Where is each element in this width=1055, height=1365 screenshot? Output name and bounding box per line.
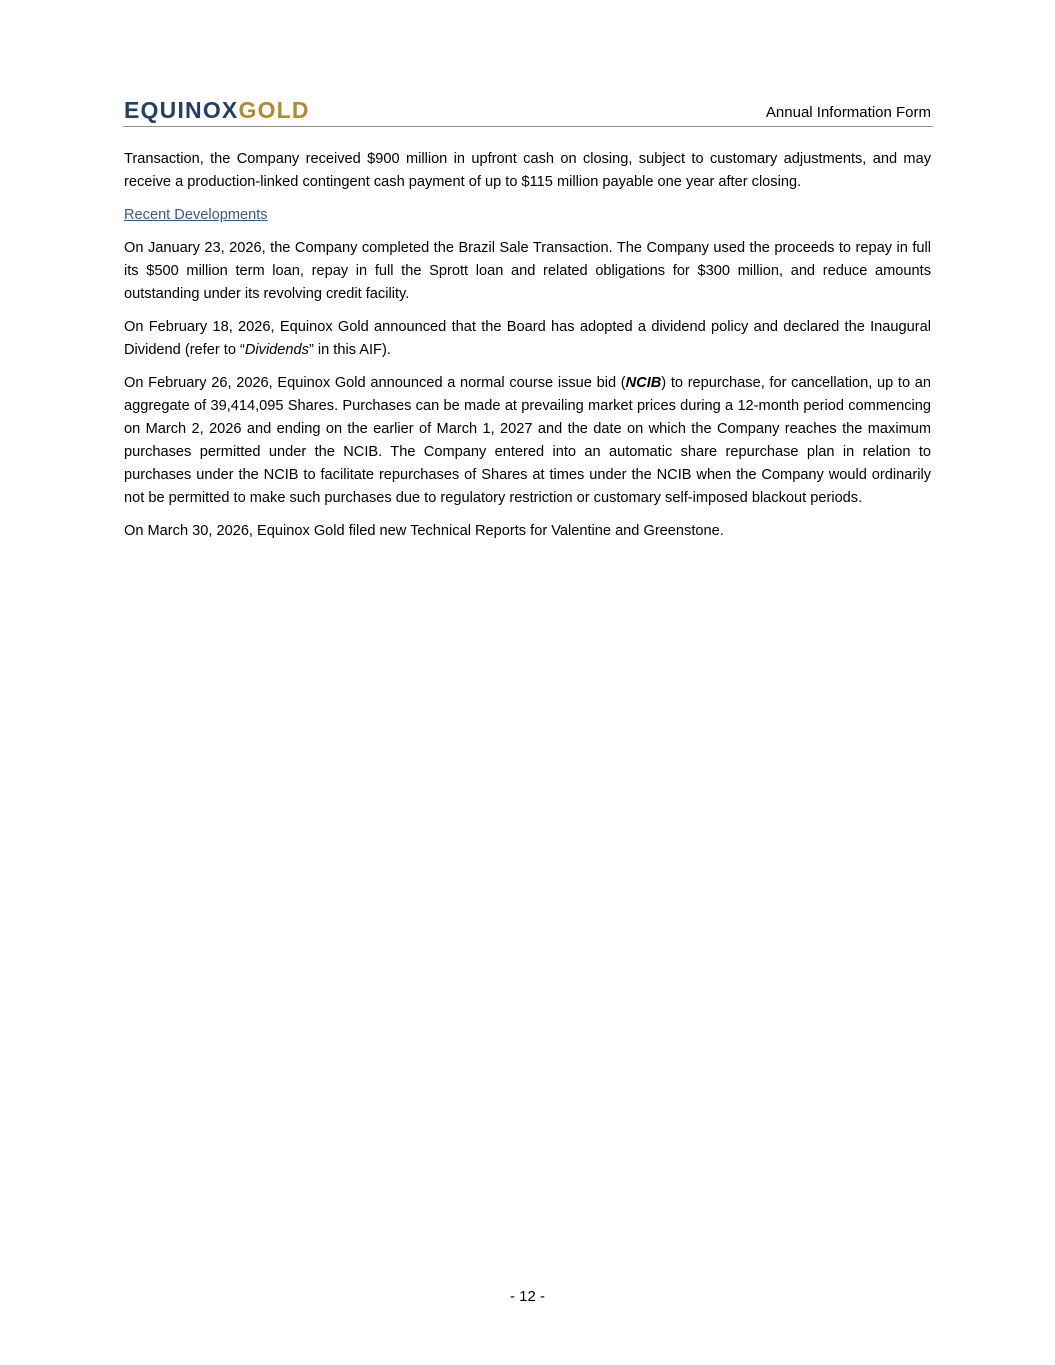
paragraph-transaction: Transaction, the Company received $900 million in upfront cash on closing, subject to customary adjustments, and may receive a production-linked contingent cash payment of up to $115 million payable one year after closing.	[124, 151, 931, 190]
paragraph-ncib	[124, 372, 931, 510]
dividend-text-after: ” in this AIF).	[308, 342, 391, 358]
paragraph-technical-reports: On March 30, 2026, Equinox Gold filed new Technical Reports for Valentine and Greenstone.	[124, 523, 724, 539]
ncib-term: NCIB	[625, 375, 662, 391]
document-title: Annual Information Form	[765, 104, 931, 121]
page-number: - 12 -	[509, 1288, 545, 1305]
recent-developments-heading[interactable]: Recent Developments	[124, 207, 268, 223]
company-logo	[124, 98, 310, 122]
document-body	[124, 148, 931, 553]
page-header	[123, 98, 933, 127]
logo-text-gold: GOLD	[238, 97, 310, 123]
logo-text-equinox: EQUINOX	[124, 97, 239, 123]
ncib-text-before: On February 26, 2026, Equinox Gold announced a normal course issue bid (	[124, 375, 626, 391]
paragraph-dividend	[124, 316, 931, 362]
ncib-text-after: ) to repurchase, for cancellation, up to an aggregate of 39,414,095 Shares. Purchases can be made at prevailing market prices during a 12-month period commencing on March 2, 2026 and ending on the earlier of March 1, 2027 and the date on which the Company reaches the maximum purchases permitted under the NCIB. The Company entered into an automatic share repurchase plan in relation to purchases under the NCIB to facilitate repurchases of Shares at times under the NCIB when the Company would ordinarily not be permitted to make such purchases due to regulatory restriction or customary self-imposed blackout periods.	[124, 375, 931, 506]
dividend-text-before: On February 18, 2026, Equinox Gold announced that the Board has adopted a dividend policy and declared the Inaugural Dividend (refer to “	[124, 319, 931, 358]
dividends-reference: Dividends	[244, 342, 309, 358]
paragraph-brazil-sale: On January 23, 2026, the Company completed the Brazil Sale Transaction. The Company used the proceeds to repay in full its $500 million term loan, repay in full the Sprott loan and related obligations for $300 million, and reduce amounts outstanding under its revolving credit facility.	[124, 240, 931, 302]
